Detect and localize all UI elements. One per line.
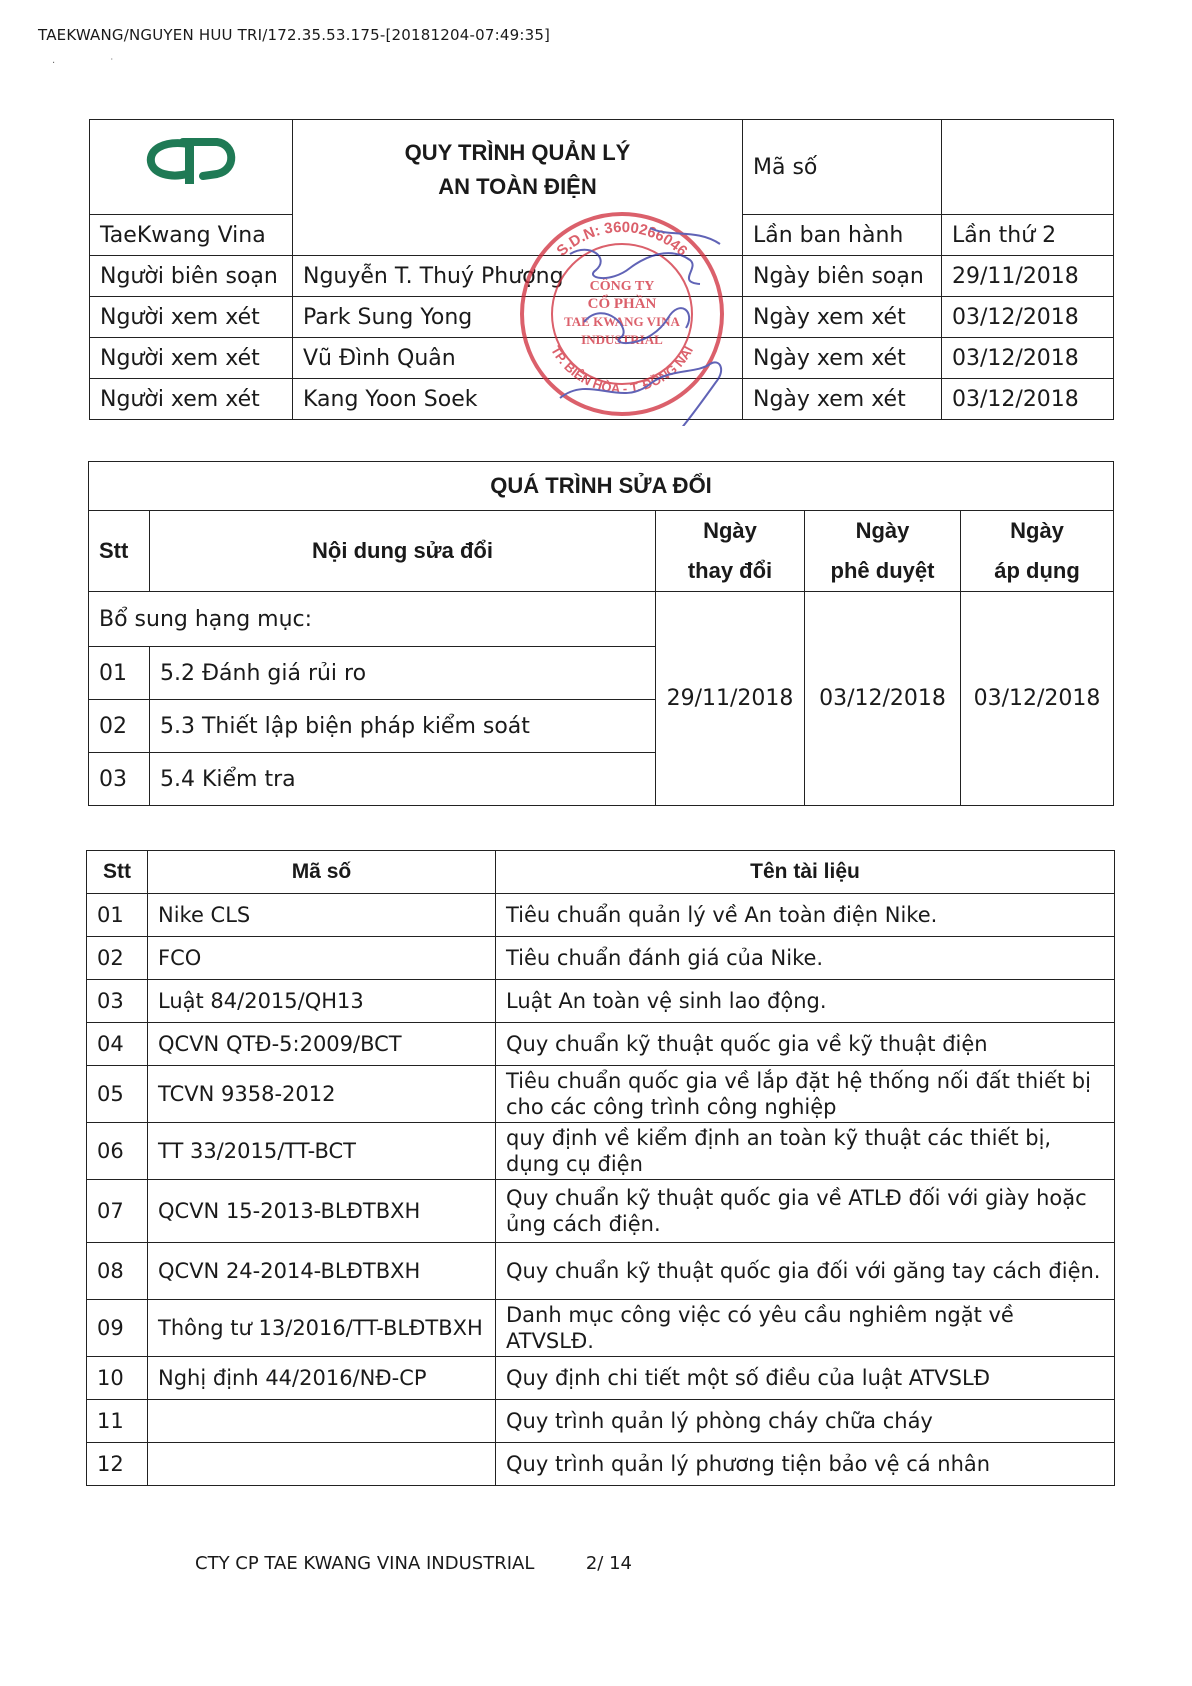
change-date: 29/11/2018: [656, 592, 805, 806]
page-number: 2/ 14: [585, 1553, 632, 1574]
row-document-name: Quy chuẩn kỹ thuật quốc gia về ATLĐ đối với giày hoặc ủng cách điện.: [496, 1180, 1115, 1243]
column-approve-date-l2: phê duyệt: [830, 558, 935, 583]
row-stt: 10: [87, 1357, 148, 1400]
row-stt: 09: [87, 1300, 148, 1357]
row-code: QCVN 24-2014-BLĐTBXH: [148, 1243, 496, 1300]
date-value: 03/12/2018: [942, 379, 1114, 420]
row-stt: 12: [87, 1443, 148, 1486]
approve-date: 03/12/2018: [805, 592, 961, 806]
row-document-name: Quy chuẩn kỹ thuật quốc gia về kỹ thuật điện: [496, 1023, 1115, 1066]
row-document-name: quy định về kiểm định an toàn kỹ thuật các thiết bị, dụng cụ điện: [496, 1123, 1115, 1180]
seal-line-3: TAE KWANG VINA: [564, 314, 680, 329]
seal-bottom-text: TP. BIÊN HÒA - T. ĐỒNG NAI: [548, 343, 696, 397]
person-name: Kang Yoon Soek: [293, 379, 743, 420]
table-row: [87, 1300, 1115, 1357]
signoff-row: [90, 297, 1114, 338]
table-row: [87, 1443, 1115, 1486]
column-content: Nội dung sửa đổi: [150, 511, 656, 592]
code-value: [942, 120, 1114, 215]
role: Người xem xét: [90, 297, 293, 338]
title-line-1: QUY TRÌNH QUẢN LÝ: [404, 140, 631, 165]
footer-company: CTY CP TAE KWANG VINA INDUSTRIAL: [195, 1553, 535, 1574]
table-row: [87, 894, 1115, 937]
reference-documents-table: [86, 850, 1115, 1486]
table-row: [87, 980, 1115, 1023]
date-value: 03/12/2018: [942, 338, 1114, 379]
column-change-date-l2: thay đổi: [687, 558, 773, 583]
row-code: FCO: [148, 937, 496, 980]
code-label: Mã số: [743, 120, 942, 215]
column-approve-date-l1: Ngày: [855, 518, 910, 543]
company-name: TaeKwang Vina: [90, 215, 293, 256]
table-row: [87, 1023, 1115, 1066]
date-value: 29/11/2018: [942, 256, 1114, 297]
signoff-row: [90, 338, 1114, 379]
row-document-name: Danh mục công việc có yêu cầu nghiêm ngặt về ATVSLĐ.: [496, 1300, 1115, 1357]
person-name: Vũ Đình Quân: [293, 338, 743, 379]
revision-stt: 01: [89, 647, 150, 700]
column-code: Mã số: [148, 851, 496, 894]
row-code: Luật 84/2015/QH13: [148, 980, 496, 1023]
date-label: Ngày xem xét: [743, 338, 942, 379]
column-document-name: Tên tài liệu: [496, 851, 1115, 894]
row-stt: 07: [87, 1180, 148, 1243]
signoff-row: [90, 379, 1114, 420]
column-apply-date-l2: áp dụng: [994, 558, 1080, 583]
date-value: 03/12/2018: [942, 297, 1114, 338]
row-code: TT 33/2015/TT-BCT: [148, 1123, 496, 1180]
row-stt: 06: [87, 1123, 148, 1180]
role: Người xem xét: [90, 338, 293, 379]
apply-date: 03/12/2018: [961, 592, 1114, 806]
seal-line-4: INDUSTRIAL: [581, 332, 663, 347]
scan-specks: · ˙: [52, 58, 115, 69]
person-name: Park Sung Yong: [293, 297, 743, 338]
row-document-name: Quy chuẩn kỹ thuật quốc gia đối với găng tay cách điện.: [496, 1243, 1115, 1300]
print-header: TAEKWANG/NGUYEN HUU TRI/172.35.53.175-[20181204-07:49:35]: [38, 26, 551, 44]
table-row: [87, 1180, 1115, 1243]
revision-stt: 02: [89, 700, 150, 753]
row-stt: 08: [87, 1243, 148, 1300]
revision-content: 5.4 Kiểm tra: [150, 753, 656, 806]
seal-line-1: CÔNG TY: [589, 279, 655, 294]
row-document-name: Quy định chi tiết một số điều của luật ATVSLĐ: [496, 1357, 1115, 1400]
row-code: QCVN 15-2013-BLĐTBXH: [148, 1180, 496, 1243]
row-document-name: Tiêu chuẩn quốc gia về lắp đặt hệ thống nối đất thiết bị cho các công trình công nghiệp: [496, 1066, 1115, 1123]
column-change-date: [656, 511, 805, 592]
revision-content: 5.3 Thiết lập biện pháp kiểm soát: [150, 700, 656, 753]
document-info-table: [89, 119, 1114, 420]
row-stt: 04: [87, 1023, 148, 1066]
seal-top-text: S.D.N: 3600266046: [553, 218, 691, 260]
person-name: Nguyễn T. Thuý Phượng: [293, 256, 743, 297]
row-code: [148, 1443, 496, 1486]
revision-history-table: [88, 461, 1114, 806]
logo-cell: [90, 120, 293, 215]
table-row: [87, 1123, 1115, 1180]
date-label: Ngày xem xét: [743, 297, 942, 338]
taekwang-logo-icon: [143, 134, 239, 186]
row-stt: 01: [87, 894, 148, 937]
row-code: Nike CLS: [148, 894, 496, 937]
row-code: Thông tư 13/2016/TT-BLĐTBXH: [148, 1300, 496, 1357]
date-label: Ngày xem xét: [743, 379, 942, 420]
column-approve-date: [805, 511, 961, 592]
table-row: [87, 937, 1115, 980]
row-stt: 05: [87, 1066, 148, 1123]
row-code: [148, 1400, 496, 1443]
role: Người biên soạn: [90, 256, 293, 297]
row-stt: 02: [87, 937, 148, 980]
date-label: Ngày biên soạn: [743, 256, 942, 297]
revision-stt: 03: [89, 753, 150, 806]
issue-label: Lần ban hành: [743, 215, 942, 256]
issue-value: Lần thứ 2: [942, 215, 1114, 256]
revision-title: QUÁ TRÌNH SỬA ĐỔI: [89, 462, 1114, 511]
column-apply-date-l1: Ngày: [1010, 518, 1064, 543]
table-row: [87, 1066, 1115, 1123]
row-document-name: Quy trình quản lý phòng cháy chữa cháy: [496, 1400, 1115, 1443]
column-stt: Stt: [89, 511, 150, 592]
role: Người xem xét: [90, 379, 293, 420]
document-title: [293, 120, 743, 256]
table-row: [87, 1400, 1115, 1443]
column-stt: Stt: [87, 851, 148, 894]
row-stt: 03: [87, 980, 148, 1023]
row-document-name: Tiêu chuẩn quản lý về An toàn điện Nike.: [496, 894, 1115, 937]
seal-line-2: CỔ PHẦN: [587, 296, 657, 312]
page-footer: [195, 1553, 632, 1574]
revision-content: 5.2 Đánh giá rủi ro: [150, 647, 656, 700]
revision-intro: Bổ sung hạng mục:: [89, 592, 656, 647]
title-line-2: AN TOÀN ĐIỆN: [438, 174, 597, 199]
table-row: [87, 1243, 1115, 1300]
row-document-name: Quy trình quản lý phương tiện bảo vệ cá nhân: [496, 1443, 1115, 1486]
row-code: TCVN 9358-2012: [148, 1066, 496, 1123]
column-change-date-l1: Ngày: [703, 518, 757, 543]
row-stt: 11: [87, 1400, 148, 1443]
row-code: Nghị định 44/2016/NĐ-CP: [148, 1357, 496, 1400]
table-row: [87, 1357, 1115, 1400]
column-apply-date: [961, 511, 1114, 592]
row-document-name: Luật An toàn vệ sinh lao động.: [496, 980, 1115, 1023]
row-document-name: Tiêu chuẩn đánh giá của Nike.: [496, 937, 1115, 980]
signoff-row: [90, 256, 1114, 297]
row-code: QCVN QTĐ-5:2009/BCT: [148, 1023, 496, 1066]
